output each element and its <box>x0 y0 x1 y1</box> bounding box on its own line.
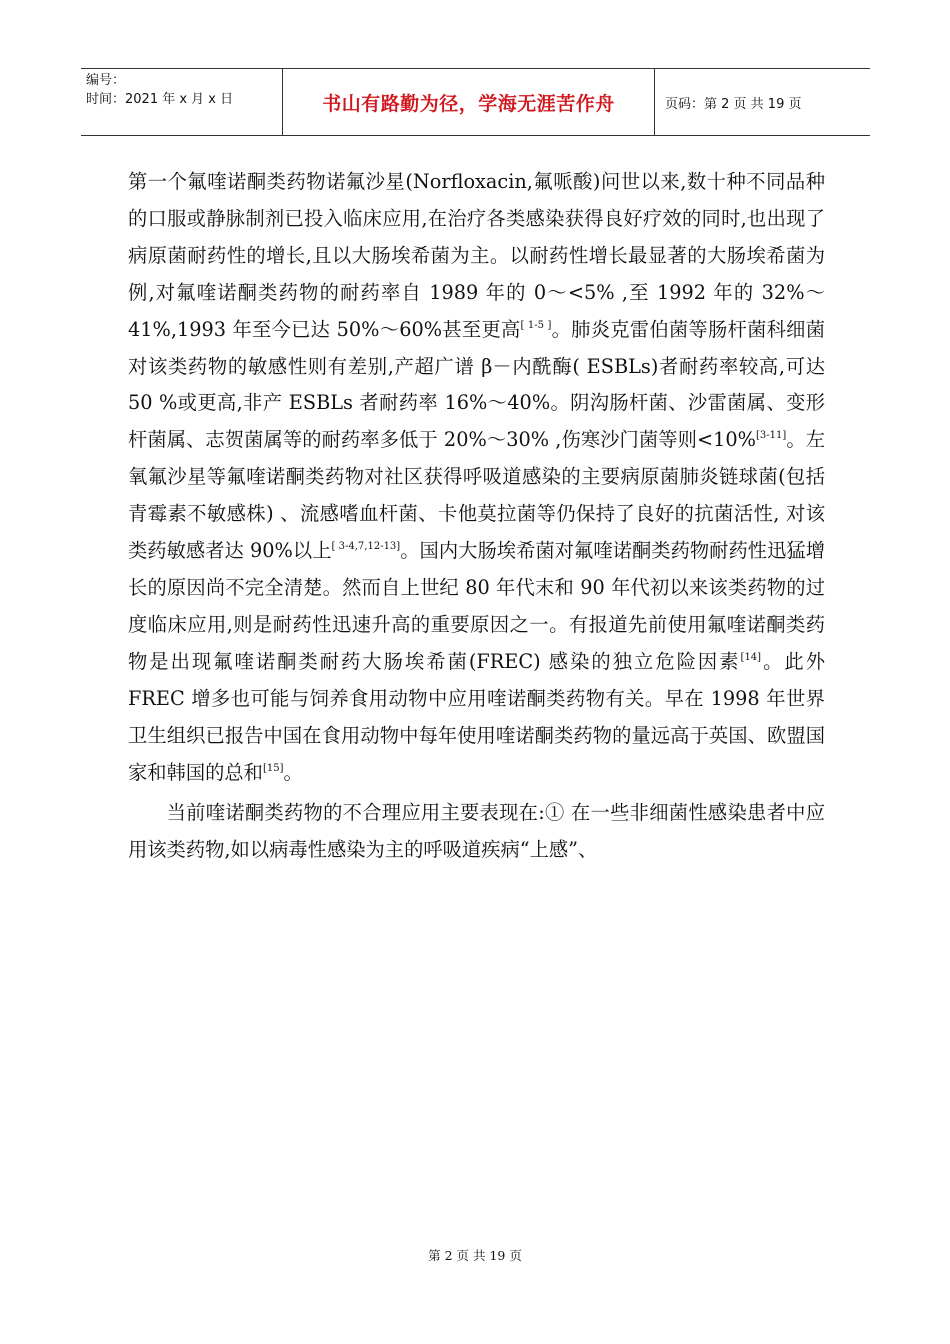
paragraph-1 <box>128 164 825 791</box>
page-label: 页码：第 2 页 共 19 页 <box>665 96 802 112</box>
text-run: 。 <box>283 760 303 784</box>
header-page-cell <box>655 69 870 135</box>
header-meta <box>81 69 283 135</box>
document-header <box>81 68 870 136</box>
page-footer: 第 2 页 共 19 页 <box>428 1248 522 1263</box>
citation: [ 1-5 ] <box>520 319 552 331</box>
header-motto-cell <box>283 69 655 135</box>
time-label: 时间：2021 年 x 月 x 日 <box>86 92 234 107</box>
citation: [15] <box>262 762 284 774</box>
paragraph-2: 当前喹诺酮类药物的不合理应用主要表现在:① 在一些非细菌性感染患者中应用该类药物,如以病毒性感染为主的呼吸道疾病“上感”、 <box>128 801 825 862</box>
citation: [ 3-4,7,12-13] <box>331 541 401 553</box>
text-run: 第一个氟喹诺酮类药物诺氟沙星(Norfloxacin,氟哌酸)问世以来,数十种不同品种的口服或静脉制剂已投入临床应用,在治疗各类感染获得良好疗效的同时,也出现了病原菌耐药性的增长,且以大肠埃希菌为主。以耐药性增长最显著的大肠埃希菌为例,对氟喹诺酮类药物的耐药率自 1989 年的 0～<5% ,至 1992 年的 32%～41%,1993 年至今已达 50%～60%甚至更高 <box>128 170 825 341</box>
citation: [3-11] <box>756 430 787 442</box>
text-run: 。左氧氟沙星等氟喹诺酮类药物对社区获得呼吸道感染的主要病原菌肺炎链球菌(包括青霉素不敏感株) 、流感嗜血杆菌、卡他莫拉菌等仍保持了良好的抗菌活性, 对该类药敏感者达 90%以上 <box>128 428 826 563</box>
text-run: 。国内大肠埃希菌对氟喹诺酮类药物耐药性迅猛增长的原因尚不完全清楚。然而自上世纪 80 年代末和 90 年代初以来该类药物的过度临床应用,则是耐药性迅速升高的重要原因之一。有报道先前使用氟喹诺酮类药物是出现氟喹诺酮类耐药大肠埃希菌(FREC) 感染的独立危险因素 <box>128 539 826 673</box>
number-label: 编号： <box>86 73 126 88</box>
motto-text: 书山有路勤为径，学海无涯苦作舟 <box>322 92 615 115</box>
document-body <box>128 164 825 869</box>
text-run: 。此外 FREC 增多也可能与饲养食用动物中应用喹诺酮类药物有关。早在 1998 年世界卫生组织已报告中国在食用动物中每年使用喹诺酮类药物的量远高于英国、欧盟国家和韩国的总和 <box>128 649 825 784</box>
citation: [14] <box>740 651 762 663</box>
text-run: 。肺炎克雷伯菌等肠杆菌科细菌对该类药物的敏感性则有差别,产超广谱 β－内酰酶( ESBLs)者耐药率较高,可达 50 %或更高,非产 ESBLs 者耐药率 16%～40%。阴沟肠杆菌、沙雷菌属、变形杆菌属、志贺菌属等的耐药率多低于 20%～30% ,伤寒沙门菌等则<10% <box>128 317 825 452</box>
